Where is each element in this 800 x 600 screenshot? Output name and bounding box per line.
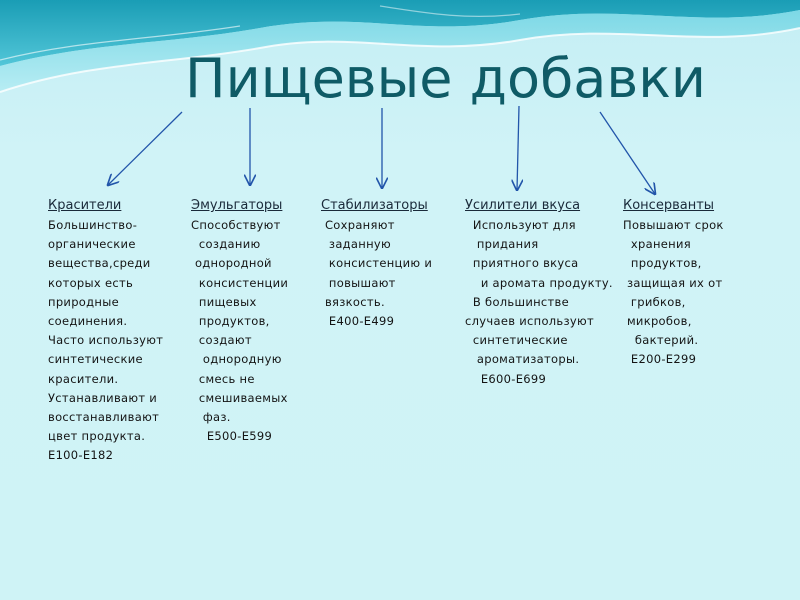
column-text-line: Е500-Е599 bbox=[191, 429, 273, 444]
arrow-to-usiliteli bbox=[517, 106, 519, 190]
column-text-line: ароматизаторы. bbox=[465, 352, 580, 367]
column-text-line: консистенцию и bbox=[321, 256, 433, 271]
column-text-line: Устанавливают и bbox=[48, 390, 158, 405]
arrow-to-konservanty bbox=[600, 112, 655, 194]
column-text-line: смесь не bbox=[191, 371, 255, 386]
column-text-line: Е200-Е299 bbox=[623, 352, 697, 367]
column-text-line: созданию bbox=[191, 237, 261, 252]
column-heading: Усилители вкуса bbox=[465, 198, 581, 213]
column-text-line: цвет продукта. bbox=[48, 429, 146, 444]
column-text-line: консистенции bbox=[191, 275, 289, 290]
column-text-line: пищевых bbox=[191, 294, 257, 309]
column-text-line: фаз. bbox=[191, 409, 231, 424]
column-text-line: В большинстве bbox=[465, 294, 570, 309]
column-text-line: повышают bbox=[321, 275, 396, 290]
column-heading: Консерванты bbox=[623, 198, 715, 213]
column-text-line: Е600-Е699 bbox=[465, 371, 547, 386]
column-text-line: Часто используют bbox=[48, 333, 164, 348]
column-text-line: красители. bbox=[48, 371, 119, 386]
column-text-line: вязкость. bbox=[321, 294, 385, 309]
column-text-line: синтетические bbox=[465, 333, 568, 348]
column-text-line: однородной bbox=[191, 256, 272, 271]
column-text-line: синтетические bbox=[48, 352, 143, 367]
column-text-line: Сохраняют bbox=[321, 218, 395, 232]
column-text-line: смешиваемых bbox=[191, 390, 288, 405]
column-heading: Красители bbox=[48, 198, 122, 213]
column-stabilizatory bbox=[321, 196, 432, 331]
column-text-line: случаев используют bbox=[465, 313, 595, 328]
column-text-line: природные bbox=[48, 294, 119, 309]
column-text-line: восстанавливают bbox=[48, 409, 160, 424]
column-krasiteli bbox=[48, 196, 163, 465]
column-text-line: однородную bbox=[191, 352, 282, 367]
column-text-line: хранения bbox=[623, 237, 691, 252]
column-usiliteli-vkusa bbox=[465, 196, 613, 389]
column-konservanty bbox=[623, 196, 724, 370]
arrow-to-krasiteli bbox=[108, 112, 182, 185]
column-text-line: защищая их от bbox=[623, 275, 723, 290]
column-text-line: микробов, bbox=[623, 313, 692, 328]
column-text-line: вещества,среди bbox=[48, 256, 151, 271]
column-text-line: Е400-Е499 bbox=[321, 313, 395, 328]
column-text-line: которых есть bbox=[48, 275, 134, 290]
column-text-line: Способствуют bbox=[191, 218, 281, 232]
column-text-line: заданную bbox=[321, 237, 391, 252]
column-text-line: придания bbox=[465, 237, 539, 252]
column-text-line: продуктов, bbox=[623, 256, 702, 271]
column-text-line: органические bbox=[48, 237, 136, 252]
column-text-line: соединения. bbox=[48, 313, 128, 328]
column-text-line: создают bbox=[191, 333, 252, 348]
column-heading: Эмульгаторы bbox=[191, 198, 283, 213]
column-text-line: Большинство- bbox=[48, 218, 138, 232]
column-text-line: Повышают срок bbox=[623, 218, 724, 232]
column-text-line: Е100-Е182 bbox=[48, 448, 114, 463]
column-heading: Стабилизаторы bbox=[321, 198, 428, 213]
column-text-line: грибков, bbox=[623, 294, 686, 309]
column-text-line: приятного вкуса bbox=[465, 256, 579, 271]
column-text-line: бактерий. bbox=[623, 333, 699, 348]
column-emulgatory bbox=[191, 196, 288, 446]
column-text-line: и аромата продукту. bbox=[465, 275, 613, 290]
column-text-line: продуктов, bbox=[191, 313, 270, 328]
page-title: Пищевые добавки bbox=[185, 47, 706, 110]
column-text-line: Используют для bbox=[465, 218, 576, 232]
